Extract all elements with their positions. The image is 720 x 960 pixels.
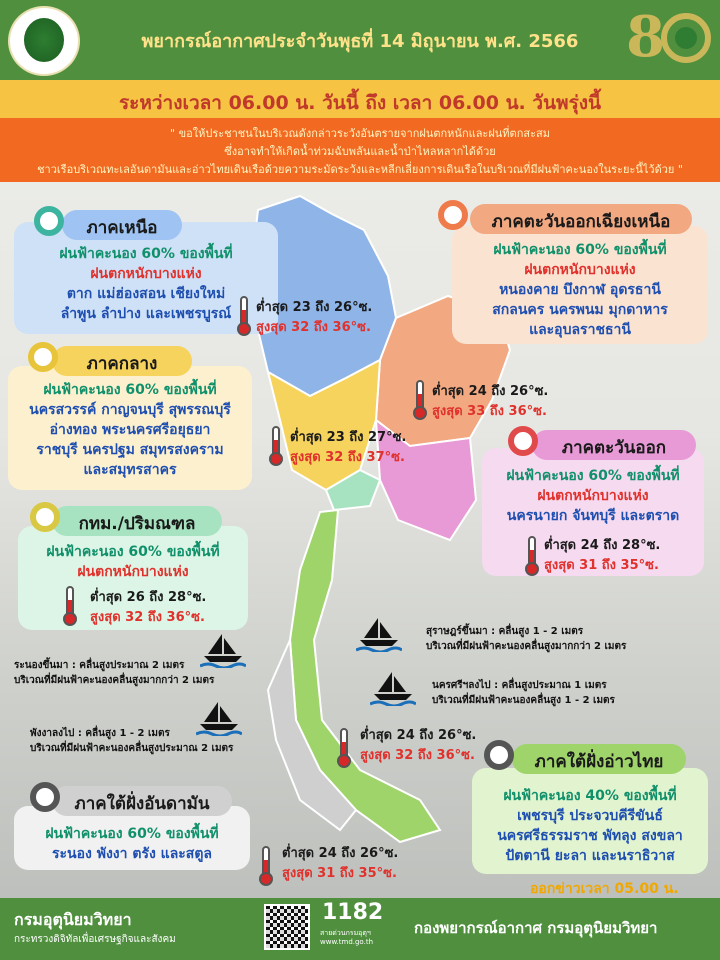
north-low: ต่ำสุด 23 ถึง 26°ซ. [256,300,373,315]
central-low: ต่ำสุด 23 ถึง 27°ซ. [290,430,407,445]
boat-icon [356,616,402,652]
bangkok-pin-icon [30,502,60,532]
central-area-4: และสมุทรสาคร [83,462,177,478]
east-low: ต่ำสุด 24 ถึง 28°ซ. [544,538,661,553]
bangkok-high: สูงสุด 32 ถึง 36°ซ. [90,610,205,625]
bangkok-low: ต่ำสุด 26 ถึง 28°ซ. [90,590,207,605]
warning-line-1: " ขอให้ประชาชนในบริเวณดังกล่าวระวังอันตรายจากฝนตกหนักและฝนที่ตกสะสม [170,127,550,140]
hotline-number: 1182 [322,900,384,925]
page-title: พยากรณ์อากาศประจำวันพุธที่ 14 มิถุนายน พ.ศ. 2566 [141,31,579,52]
hotline-label: สายด่วนกรมอุตุฯ [320,929,371,937]
south-east-label: ภาคใต้ฝั่งอ่าวไทย [512,744,686,774]
bangkok-heavy: ฝนตกหนักบางแห่ง [77,564,189,580]
south-west-area-1: ระนอง พังงา ตรัง และสตูล [51,846,213,862]
north-area-2: ลำพูน ลำปาง และเพชรบูรณ์ [60,306,232,322]
sea-ranong-1: ระนองขึ้นมา : คลื่นสูงประมาณ 2 เมตร [14,660,185,671]
thermometer-icon [528,536,536,570]
northeast-area-1: หนองคาย บึงกาฬ อุดรธานี [499,282,661,298]
sea-surat-2: บริเวณที่มีฝนฟ้าคะนองคลื่นสูงมากกว่า 2 เมตร [426,641,627,652]
north-area-1: ตาก แม่ฮ่องสอน เชียงใหม่ [66,286,226,302]
north-heavy: ฝนตกหนักบางแห่ง [90,266,202,282]
east-high: สูงสุด 31 ถึง 35°ซ. [544,558,659,573]
south-east-area-1: เพชรบุรี ประจวบคีรีขันธ์ [517,808,663,824]
south-east-high: สูงสุด 32 ถึง 36°ซ. [360,748,475,763]
northeast-rain: ฝนฟ้าคะนอง 60% ของพื้นที่ [493,242,667,258]
north-label: ภาคเหนือ [62,210,182,240]
northeast-high: สูงสุด 33 ถึง 36°ซ. [432,404,547,419]
north-rain: ฝนฟ้าคะนอง 60% ของพื้นที่ [59,246,233,262]
south-west-label: ภาคใต้ฝั่งอันดามัน [52,786,232,816]
thermometer-icon [340,728,348,762]
northeast-label: ภาคตะวันออกเฉียงเหนือ [470,204,692,234]
east-heavy: ฝนตกหนักบางแห่ง [537,488,649,504]
north-pin-icon [34,206,64,236]
thermometer-icon [262,846,270,880]
thermometer-icon [272,426,280,460]
east-rain: ฝนฟ้าคะนอง 60% ของพื้นที่ [506,468,680,484]
east-pin-icon [508,426,538,456]
sea-nakhon-2: บริเวณที่มีฝนฟ้าคะนองคลื่นสูง 1 - 2 เมตร [432,695,615,706]
anniversary-logo [620,4,716,76]
south-east-area-2: นครศรีธรรมราช พัทลุง สงขลา [497,828,683,844]
south-west-rain: ฝนฟ้าคะนอง 60% ของพื้นที่ [45,826,219,842]
northeast-pin-icon [438,200,468,230]
thermometer-icon [240,296,248,330]
warning-line-3: ชาวเรือบริเวณทะเลอันดามันและอ่าวไทยเดินเรือด้วยความระมัดระวังและหลีกเลี่ยงการเดินเรือในบริเวณที่มีฝนฟ้าคะนองในระยะนี้ไว้ด้วย " [37,163,683,176]
south-east-rain: ฝนฟ้าคะนอง 40% ของพื้นที่ [503,788,677,804]
footer-ministry: กระทรวงดิจิทัลเพื่อเศรษฐกิจและสังคม [14,934,176,945]
south-east-pin-icon [484,740,514,770]
issued-time: ออกข่าวเวลา 05.00 น. [530,881,679,897]
boat-icon [370,670,416,706]
bangkok-rain: ฝนฟ้าคะนอง 60% ของพื้นที่ [46,544,220,560]
sea-nakhon-1: นครศรีฯลงไป : คลื่นสูงประมาณ 1 เมตร [432,680,607,691]
warning-line-2: ซึ่งอาจทำให้เกิดน้ำท่วมฉับพลันและน้ำป่าไหลหลากได้ด้วย [224,145,496,158]
tmd-logo [8,6,80,76]
qr-code[interactable] [264,904,310,950]
time-range-text: ระหว่างเวลา 06.00 น. วันนี้ ถึง เวลา 06.00 น. วันพรุ่งนี้ [118,92,602,114]
east-label: ภาคตะวันออก [532,430,696,460]
northeast-area-2: สกลนคร นครพนม มุกดาหาร [492,302,668,318]
northeast-heavy: ฝนตกหนักบางแห่ง [524,262,636,278]
central-area-3: ราชบุรี นครปฐม สมุทรสงคราม [36,442,224,458]
south-east-area-3: ปัตตานี ยะลา และนราธิวาส [505,848,675,864]
sea-surat-1: สุราษฎร์ขึ้นมา : คลื่นสูง 1 - 2 เมตร [426,626,584,637]
central-label: ภาคกลาง [52,346,192,376]
svg-text:8: 8 [626,4,665,70]
central-pin-icon [28,342,58,372]
sea-phangnga-1: พังงาลงไป : คลื่นสูง 1 - 2 เมตร [30,728,170,739]
east-area-1: นครนายก จันทบุรี และตราด [506,508,680,524]
footer-division: กองพยากรณ์อากาศ กรมอุตุนิยมวิทยา [414,919,658,937]
central-area-2: อ่างทอง พระนครศรีอยุธยา [49,422,211,438]
footer-org: กรมอุตุนิยมวิทยา [14,910,132,929]
website-link[interactable]: www.tmd.go.th [320,938,373,946]
northeast-low: ต่ำสุด 24 ถึง 26°ซ. [432,384,549,399]
sea-ranong-2: บริเวณที่มีฝนฟ้าคะนองคลื่นสูงมากกว่า 2 เมตร [14,675,215,686]
sea-phangnga-2: บริเวณที่มีฝนฟ้าคะนองคลื่นสูงประมาณ 2 เมตร [30,743,234,754]
central-rain: ฝนฟ้าคะนอง 60% ของพื้นที่ [43,382,217,398]
central-high: สูงสุด 32 ถึง 37°ซ. [290,450,405,465]
south-east-low: ต่ำสุด 24 ถึง 26°ซ. [360,728,477,743]
boat-icon [200,632,246,668]
north-high: สูงสุด 32 ถึง 36°ซ. [256,320,371,335]
bangkok-label: กทม./ปริมณฑล [52,506,222,536]
south-west-low: ต่ำสุด 24 ถึง 26°ซ. [282,846,399,861]
central-area-1: นครสวรรค์ กาญจนบุรี สุพรรณบุรี [29,402,231,418]
thermometer-icon [416,380,424,414]
south-west-high: สูงสุด 31 ถึง 35°ซ. [282,866,397,881]
thermometer-icon [66,586,74,620]
boat-icon [196,700,242,736]
northeast-area-3: และอุบลราชธานี [529,322,631,338]
south-west-pin-icon [30,782,60,812]
